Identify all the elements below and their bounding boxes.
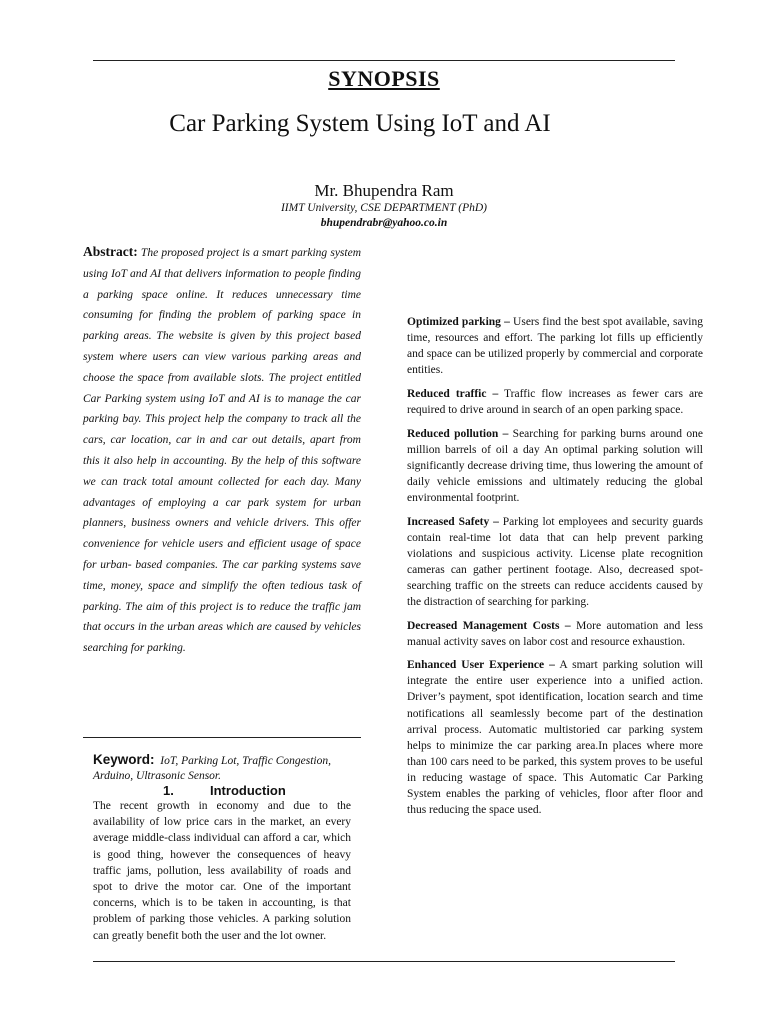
benefit-lead: Increased Safety –: [407, 515, 499, 528]
benefit-text: Users find the best spot available, saving time, resources and effort. The parking lot fills up efficiently and space can be utilized properly by commercial and corporate entities.: [407, 316, 703, 377]
introduction-heading: [163, 783, 363, 798]
introduction-text: The recent growth in economy and due to the availability of low price cars in the market, an every average middle-class individual can afford a car, which is good thing, however the consequences of heavy traffic jams, pollution, less availability of roads and spot to drive the motor car. One of the important concerns, which is to be taken in accounting, is that problem of parking those vehicles. A parking solution can greatly benefit both the user and the lot owner.: [93, 800, 351, 942]
section-number: 1.: [163, 783, 174, 798]
author-email: bhupendrabr@yahoo.co.in: [320, 217, 448, 229]
abstract-section: [83, 242, 361, 659]
top-rule: [93, 60, 675, 61]
author-affiliation: IIMT University, CSE DEPARTMENT (PhD): [280, 202, 488, 214]
benefits-list: [407, 314, 703, 826]
benefit-text: Parking lot employees and security guards contain real-time lot data that can help prevent parking violations and suspicious activity. License plate recognition cameras can gather pertinent footage. Also, decreased spot-searching traffic on the streets can reduce accidents caused by the distraction of searching for parking.: [407, 515, 703, 608]
benefit-lead: Optimized parking –: [407, 316, 510, 328]
section-title: Introduction: [210, 783, 286, 798]
keyword-heading: Keyword:: [93, 752, 155, 767]
paper-title: Car Parking System Using IoT and AI: [169, 110, 551, 137]
benefit-paragraph: [407, 314, 703, 378]
benefit-text: More automation and less manual activity saves on labor cost and resource exhaustion.: [407, 619, 703, 648]
benefit-lead: Reduced traffic –: [407, 387, 499, 400]
synopsis-heading: SYNOPSIS: [328, 66, 440, 91]
benefit-lead: Reduced pollution –: [407, 427, 509, 440]
benefit-text: Traffic flow increases as fewer cars are required to drive around in search of an open parking space.: [407, 387, 704, 416]
abstract-heading: Abstract:: [83, 244, 138, 259]
abstract-divider: [83, 737, 361, 738]
benefit-paragraph: [407, 386, 703, 418]
benefit-text: Searching for parking burns around one million barrels of oil a day An optimal parking solution will significantly decrease driving time, thus lowering the amount of daily vehicle emissions and ultimately reducing the global environmental footprint.: [407, 427, 703, 504]
bottom-rule: [93, 961, 675, 962]
benefit-text: A smart parking solution will integrate the entire user experience into a unified action. Driver’s payment, spot identification, location search and time notifications all seamlessly become part of the destination arrival process. Automatic multistoried car parking system helps to minimize the car parking area.In places where more than 100 cars need to be parked, this system proves to be useful in reducing wastage of space. This Automatic Car Parking System enables the parking of vehicles, floor after floor and thus reducing the space used.: [407, 659, 703, 817]
benefit-paragraph: [407, 514, 703, 611]
benefit-lead: Decreased Management Costs –: [407, 619, 571, 632]
benefit-paragraph: [407, 657, 703, 818]
benefit-paragraph: [407, 426, 703, 506]
author-name: Mr. Bhupendra Ram: [314, 181, 454, 200]
keyword-text: IoT, Parking Lot, Traffic Congestion, Arduino, Ultrasonic Sensor.: [93, 755, 331, 782]
abstract-text: The proposed project is a smart parking system using IoT and AI that delivers information to people finding a parking space online. It reduces unnecessary time consuming for finding the problem of parking space in parking areas. The website is given by this project based system where users can view various parking areas and choose the space from available slots. The project entitled Car Parking system using IoT and AI is to manage the car parking bay. This project help the company to track all the cars, car location, car in and car out details, apart from this it also help in accounting. By the help of this software we can track total amount collected for each day. Many advantages of employing a car park system for urban planners, business owners and vehicle drivers. This offer convenience for vehicle users and efficient usage of space for urban- based companies. The car parking systems save time, money, space and simplify the often tedious task of parking. The aim of this project is to reduce the traffic jam that occurs in the urban areas which are caused by vehicles searching for parking.: [83, 247, 361, 655]
keyword-section: [93, 752, 355, 784]
benefit-lead: Enhanced User Experience –: [407, 659, 555, 672]
benefit-paragraph: [407, 618, 703, 650]
